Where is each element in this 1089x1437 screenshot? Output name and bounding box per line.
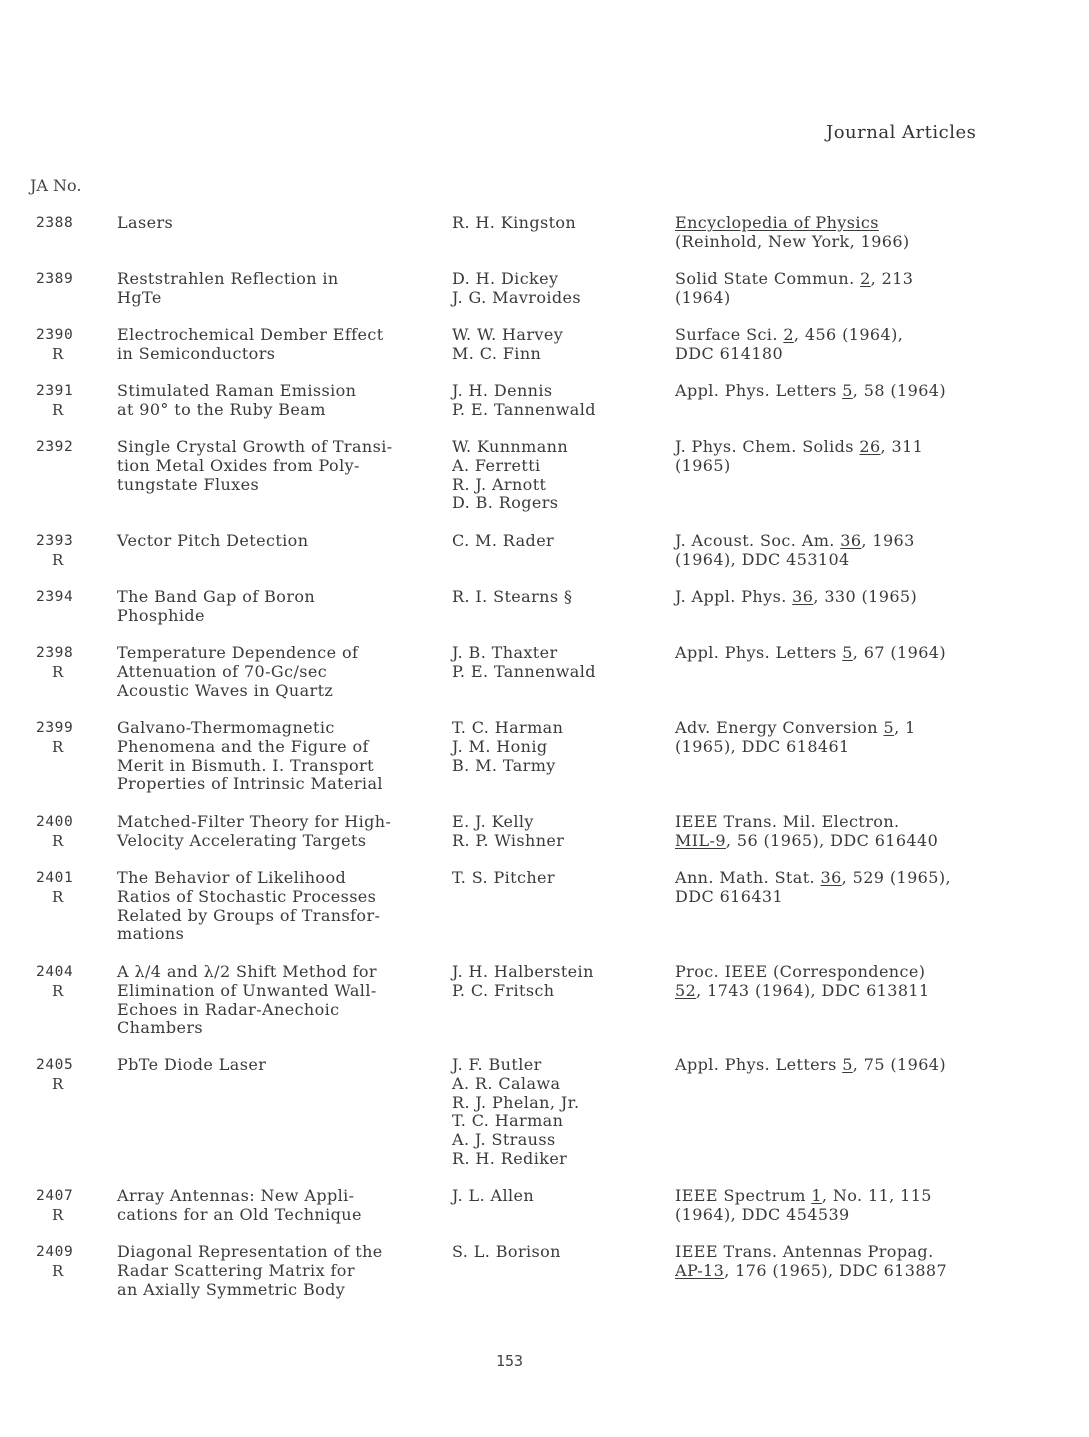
- ja-number: 2390 R: [36, 326, 86, 364]
- article-citation: IEEE Spectrum 1, No. 11, 115 (1964), DDC 454539: [675, 1186, 932, 1224]
- article-citation: IEEE Trans. Mil. Electron. MIL-9, 56 (1965), DDC 616440: [675, 812, 939, 850]
- article-authors: J. H. Halberstein P. C. Fritsch: [452, 962, 594, 1000]
- article-title: Matched-Filter Theory for High- Velocity Accelerating Targets: [117, 812, 392, 850]
- report-flag: R: [52, 400, 64, 419]
- report-flag: R: [52, 981, 64, 1000]
- report-flag: R: [52, 1205, 64, 1224]
- article-authors: R. I. Stearns §: [452, 587, 573, 606]
- report-flag: R: [52, 831, 64, 850]
- article-citation: Adv. Energy Conversion 5, 1 (1965), DDC 618461: [675, 718, 916, 756]
- article-citation: J. Appl. Phys. 36, 330 (1965): [675, 587, 918, 606]
- article-authors: D. H. Dickey J. G. Mavroides: [452, 269, 582, 307]
- article-citation: Encyclopedia of Physics (Reinhold, New York, 1966): [675, 213, 910, 251]
- ja-number: 2391 R: [36, 382, 86, 420]
- article-title: Lasers: [117, 213, 174, 232]
- article-citation: Solid State Commun. 2, 213 (1964): [675, 269, 914, 307]
- article-citation: Appl. Phys. Letters 5, 58 (1964): [675, 381, 947, 400]
- page-number: 153: [496, 1352, 524, 1370]
- ja-number: 2392: [36, 439, 74, 455]
- ja-number: 2389: [36, 271, 74, 287]
- article-title: The Behavior of Likelihood Ratios of Stochastic Processes Related by Groups of Transfor- mations: [117, 868, 381, 944]
- report-flag: R: [52, 737, 64, 756]
- ja-number: 2401 R: [36, 869, 86, 907]
- article-title: Single Crystal Growth of Transi- tion Metal Oxides from Poly- tungstate Fluxes: [117, 437, 393, 494]
- ja-number: 2388: [36, 215, 74, 231]
- article-citation: Appl. Phys. Letters 5, 67 (1964): [675, 643, 947, 662]
- article-title: PbTe Diode Laser: [117, 1055, 267, 1074]
- report-flag: R: [52, 550, 64, 569]
- article-title: Array Antennas: New Appli- cations for an Old Technique: [117, 1186, 362, 1224]
- article-title: Diagonal Representation of the Radar Scattering Matrix for an Axially Symmetric Body: [117, 1242, 383, 1299]
- article-citation: J. Phys. Chem. Solids 26, 311 (1965): [675, 437, 924, 475]
- article-title: Electrochemical Dember Effect in Semiconductors: [117, 325, 384, 363]
- article-title: Reststrahlen Reflection in HgTe: [117, 269, 339, 307]
- ja-number: 2398 R: [36, 644, 86, 682]
- article-authors: E. J. Kelly R. P. Wishner: [452, 812, 565, 850]
- page-header-title: Journal Articles: [826, 122, 977, 143]
- article-authors: J. B. Thaxter P. E. Tannenwald: [452, 643, 596, 681]
- article-authors: J. L. Allen: [452, 1186, 535, 1205]
- article-authors: C. M. Rader: [452, 531, 555, 550]
- article-citation: IEEE Trans. Antennas Propag. AP-13, 176 (1965), DDC 613887: [675, 1242, 948, 1280]
- ja-number: 2405 R: [36, 1056, 86, 1094]
- article-authors: W. W. Harvey M. C. Finn: [452, 325, 564, 363]
- article-citation: Appl. Phys. Letters 5, 75 (1964): [675, 1055, 947, 1074]
- article-authors: J. H. Dennis P. E. Tannenwald: [452, 381, 596, 419]
- article-title: Stimulated Raman Emission at 90° to the Ruby Beam: [117, 381, 357, 419]
- article-title: Temperature Dependence of Attenuation of 70-Gc/sec Acoustic Waves in Quartz: [117, 643, 359, 700]
- article-authors: T. C. Harman J. M. Honig B. M. Tarmy: [452, 718, 564, 775]
- article-title: Vector Pitch Detection: [117, 531, 309, 550]
- ja-number: 2399 R: [36, 719, 86, 757]
- article-citation: Ann. Math. Stat. 36, 529 (1965), DDC 616431: [675, 868, 951, 906]
- article-authors: S. L. Borison: [452, 1242, 561, 1261]
- ja-number: 2404 R: [36, 963, 86, 1001]
- article-authors: T. S. Pitcher: [452, 868, 555, 887]
- ja-number: 2407 R: [36, 1187, 86, 1225]
- report-flag: R: [52, 662, 64, 681]
- article-citation: Proc. IEEE (Correspondence) 52, 1743 (1964), DDC 613811: [675, 962, 930, 1000]
- ja-number: 2400 R: [36, 813, 86, 851]
- report-flag: R: [52, 1261, 64, 1280]
- ja-number: 2393 R: [36, 532, 86, 570]
- article-title: Galvano-Thermomagnetic Phenomena and the Figure of Merit in Bismuth. I. Transport Properties of Intrinsic Material: [117, 718, 383, 794]
- ja-number: 2394: [36, 589, 74, 605]
- article-title: The Band Gap of Boron Phosphide: [117, 587, 316, 625]
- ja-number: 2409 R: [36, 1243, 86, 1281]
- report-flag: R: [52, 1074, 64, 1093]
- article-authors: J. F. Butler A. R. Calawa R. J. Phelan, Jr. T. C. Harman A. J. Strauss R. H. Rediker: [452, 1055, 580, 1168]
- article-authors: W. Kunnmann A. Ferretti R. J. Arnott D. B. Rogers: [452, 437, 569, 513]
- article-citation: J. Acoust. Soc. Am. 36, 1963 (1964), DDC 453104: [675, 531, 915, 569]
- column-label-ja-no: JA No.: [30, 176, 82, 195]
- article-authors: R. H. Kingston: [452, 213, 577, 232]
- article-citation: Surface Sci. 2, 456 (1964), DDC 614180: [675, 325, 904, 363]
- report-flag: R: [52, 344, 64, 363]
- article-title: A λ/4 and λ/2 Shift Method for Elimination of Unwanted Wall- Echoes in Radar-Anechoic Chambers: [117, 962, 377, 1038]
- report-flag: R: [52, 887, 64, 906]
